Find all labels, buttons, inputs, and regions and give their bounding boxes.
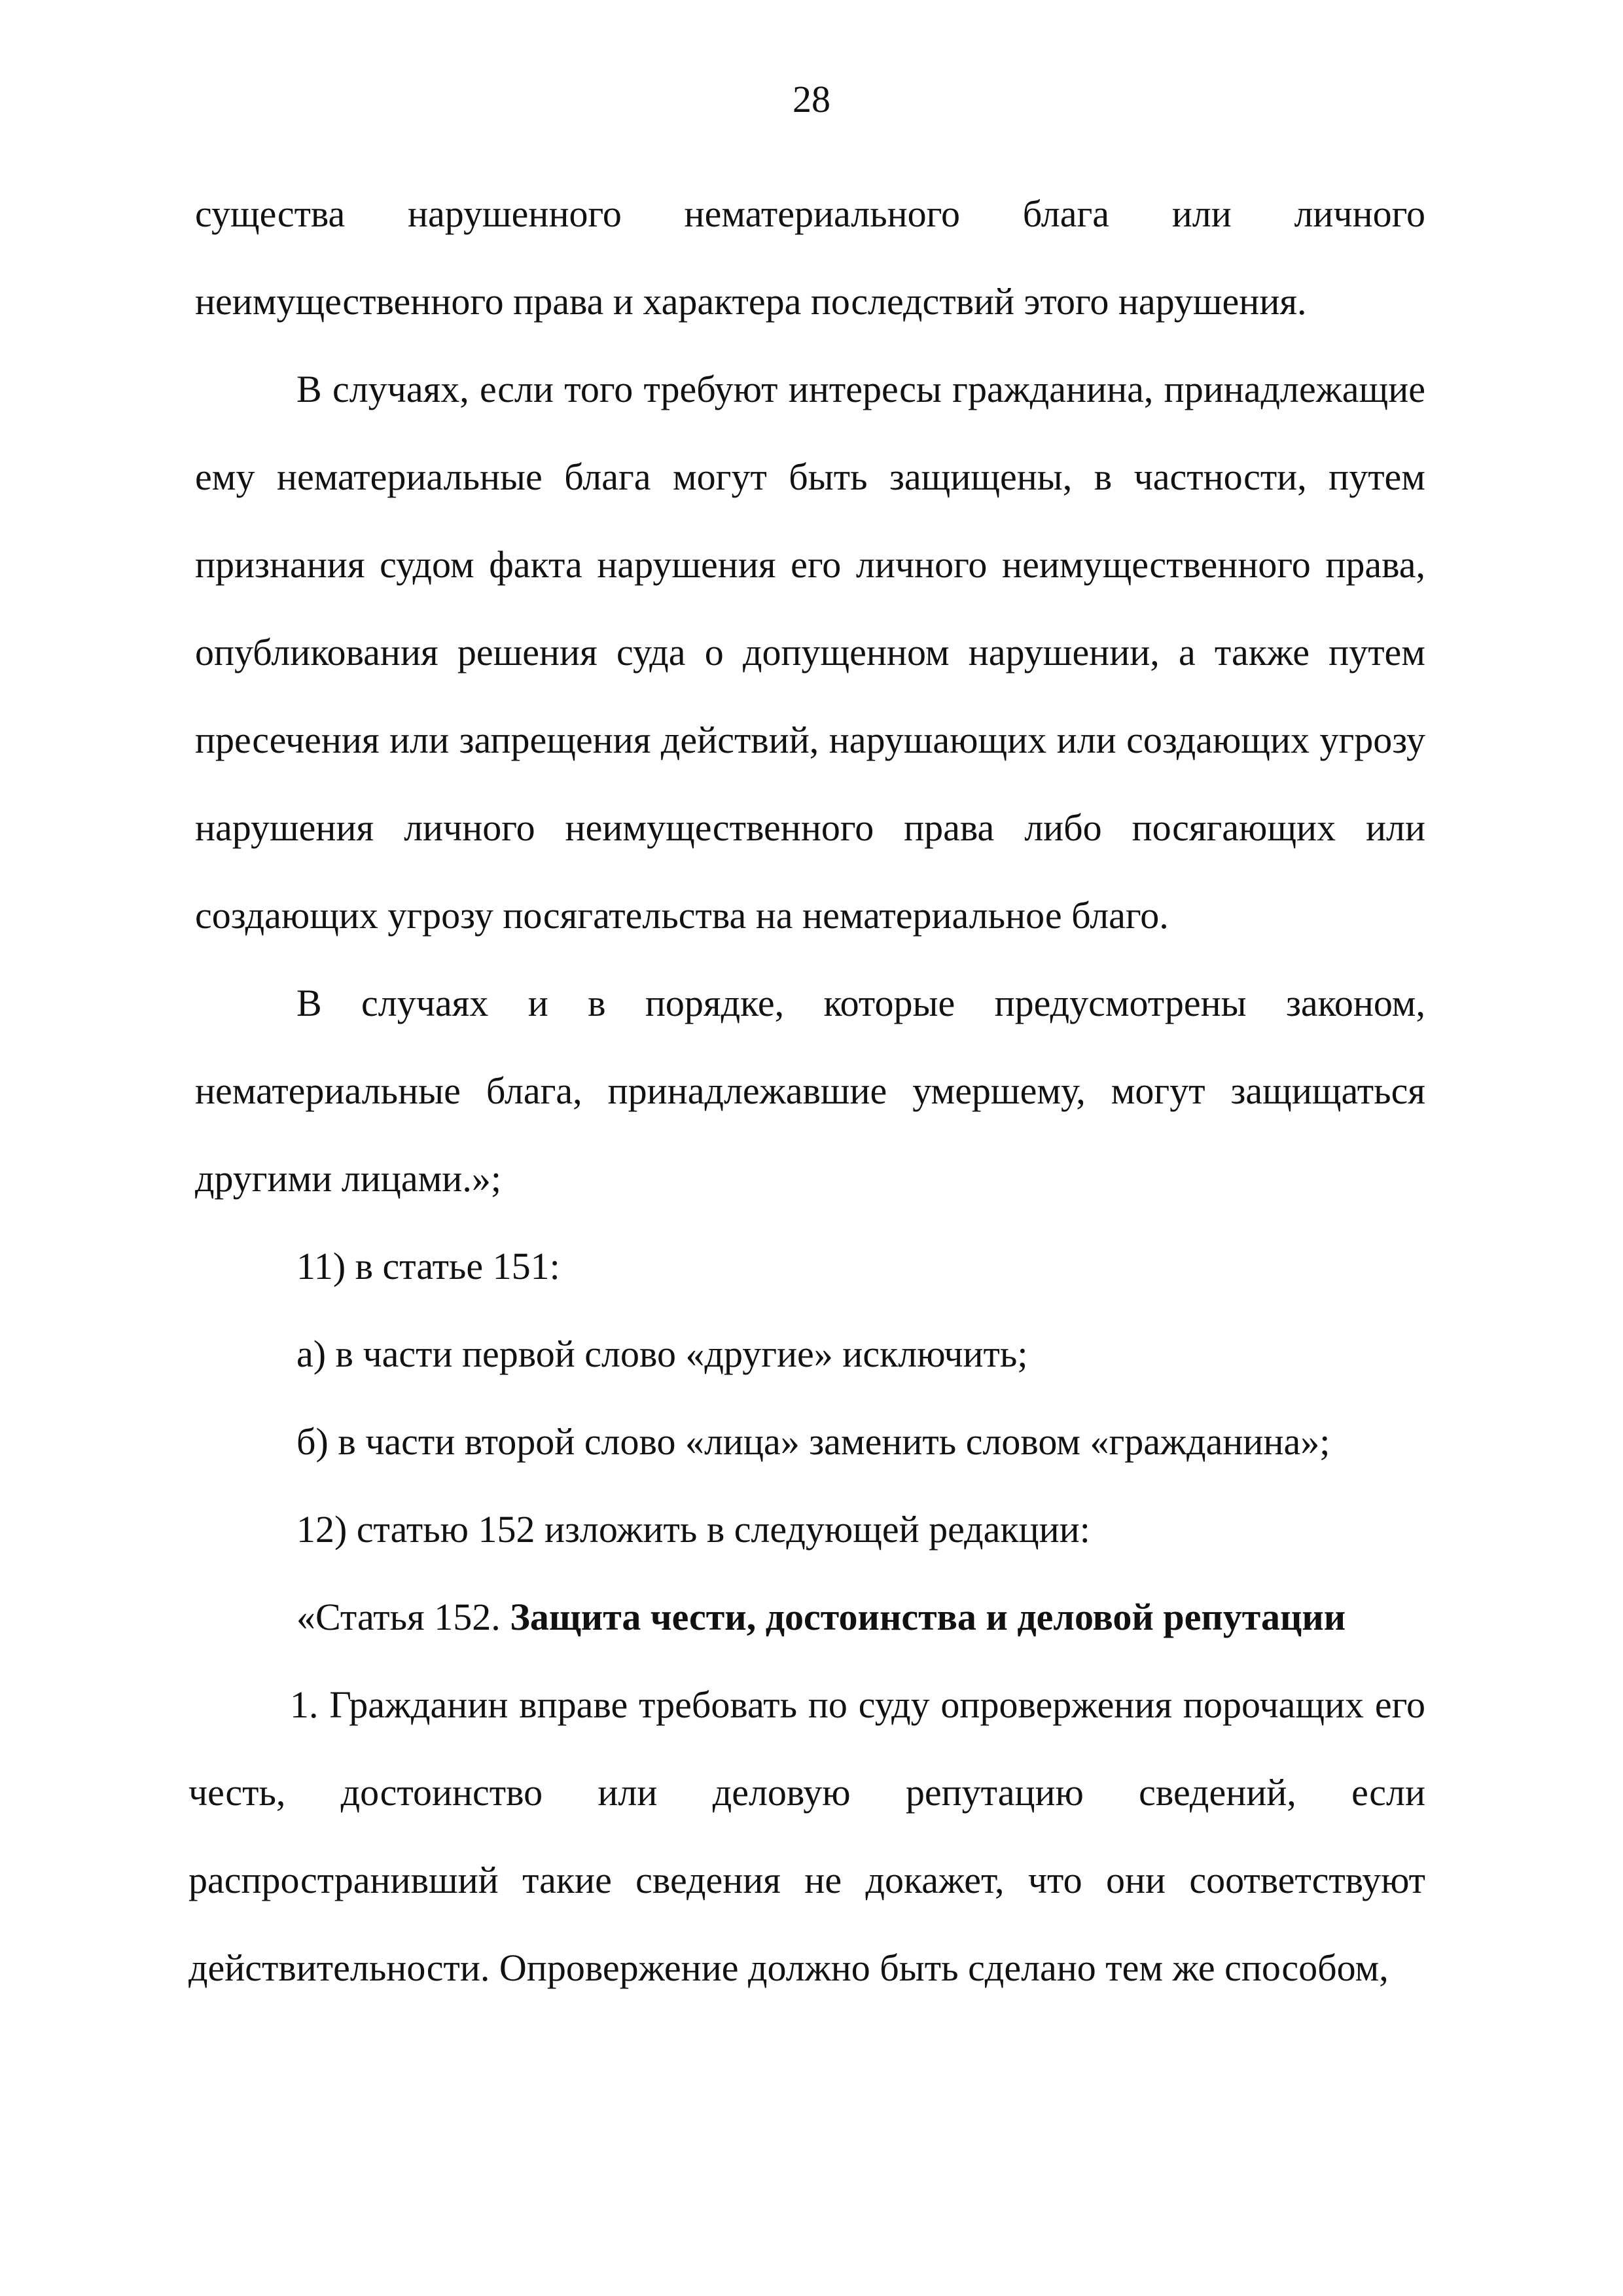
item-11b: б) в части второй слово «лица» заменить словом «гражданина»; — [296, 1420, 1330, 1463]
article-152-prefix: «Статья 152. — [296, 1596, 510, 1638]
document-body — [188, 170, 1425, 2012]
paragraph-continuation-line-2: неимущественного права и характера последствий этого нарушения. — [195, 280, 1307, 323]
article-152-title — [195, 1573, 1425, 1661]
article-152-paragraph-1: 1. Гражданин вправе требовать по суду опровержения порочащих его честь, достоинство или деловую репутацию сведений, если распространивший такие сведения не докажет, что они соответствуют действительности. Опровержение должно быть сделано тем же способом, — [188, 1683, 1425, 1989]
article-152-bold-title: Защита чести, достоинства и деловой репутации — [510, 1596, 1346, 1638]
item-11-heading: 11) в статье 151: — [296, 1245, 560, 1287]
page-number: 28 — [793, 78, 830, 120]
item-12-heading: 12) статью 152 изложить в следующей редакции: — [296, 1508, 1090, 1551]
item-11a: а) в части первой слово «другие» исключить; — [296, 1333, 1028, 1375]
paragraph-continuation-line-1: существа нарушенного нематериального блага или личного — [195, 192, 1425, 235]
paragraph-deceased-benefits: В случаях и в порядке, которые предусмотрены законом, нематериальные блага, принадлежавшие умершему, могут защищаться другими лицами.»; — [195, 982, 1425, 1200]
paragraph-protection-means: В случаях, если того требуют интересы гражданина, принадлежащие ему нематериальные блага могут быть защищены, в частности, путем признания судом факта нарушения его личного неимущественного права, опубликования решения суда о допущенном нарушении, а также путем пресечения или запрещения действий, нарушающих или создающих угрозу нарушения личного неимущественного права либо посягающих или создающих угрозу посягательства на нематериальное благо. — [195, 368, 1425, 937]
